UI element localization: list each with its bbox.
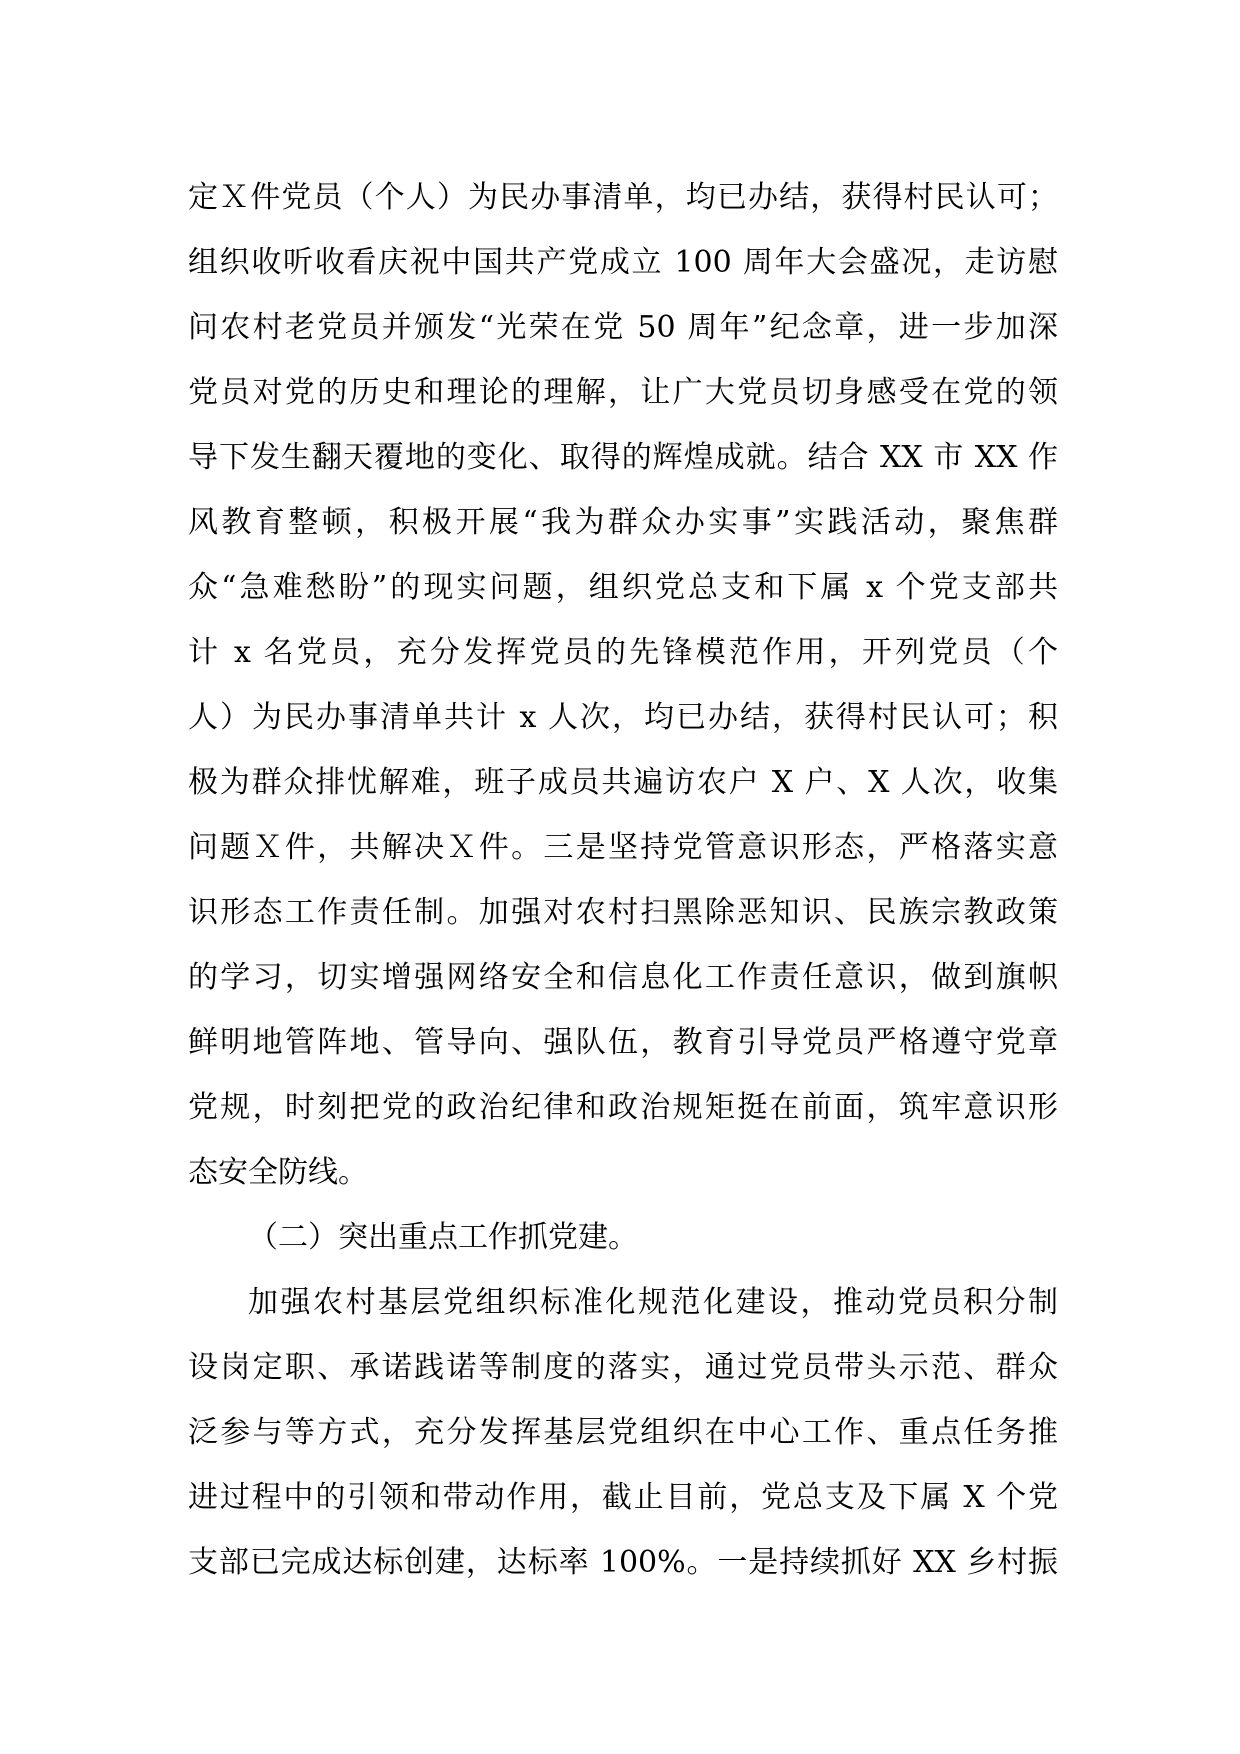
text-line: 党规，时刻把党的政治纪律和政治规矩挺在前面，筑牢意识形 <box>188 1090 1058 1125</box>
text-line: 组织收听收看庆祝中国共产党成立 100 周年大会盛况，走访慰 <box>188 245 1058 280</box>
text-line: 导下发生翻天覆地的变化、取得的辉煌成就。结合 XX 市 XX 作 <box>188 440 1058 475</box>
text-line: 风教育整顿，积极开展“我为群众办实事”实践活动，聚焦群 <box>188 505 1058 540</box>
text-line: 设岗定职、承诺践诺等制度的落实，通过党员带头示范、群众 <box>188 1350 1058 1385</box>
text-line: 的学习，切实增强网络安全和信息化工作责任意识，做到旗帜 <box>188 960 1058 995</box>
text-line: 极为群众排忧解难，班子成员共遍访农户 X 户、X 人次，收集 <box>188 765 1058 800</box>
document-body <box>188 165 1058 1595</box>
paragraph-end-line: 态安全防线。 <box>188 1155 368 1190</box>
text-line: 问农村老党员并颁发“光荣在党 50 周年”纪念章，进一步加深 <box>188 310 1058 345</box>
text-line: 泛参与等方式，充分发挥基层党组织在中心工作、重点任务推 <box>188 1415 1058 1450</box>
text-line: 支部已完成达标创建，达标率 100%。一是持续抓好 XX 乡村振 <box>188 1545 1058 1580</box>
text-line: 党员对党的历史和理论的理解，让广大党员切身感受在党的领 <box>188 375 1058 410</box>
text-line: 进过程中的引领和带动作用，截止目前，党总支及下属 X 个党 <box>188 1480 1058 1515</box>
text-line: 问题Ｘ件，共解决Ｘ件。三是坚持党管意识形态，严格落实意 <box>188 830 1058 865</box>
section-heading: （二）突出重点工作抓党建。 <box>248 1220 638 1255</box>
text-line: 鲜明地管阵地、管导向、强队伍，教育引导党员严格遵守党章 <box>188 1025 1058 1060</box>
text-line: 定Ｘ件党员（个人）为民办事清单，均已办结，获得村民认可； <box>188 180 1058 215</box>
text-line: 人）为民办事清单共计 x 人次，均已办结，获得村民认可；积 <box>188 700 1058 735</box>
text-line: 识形态工作责任制。加强对农村扫黑除恶知识、民族宗教政策 <box>188 895 1058 930</box>
text-line: 众“急难愁盼”的现实问题，组织党总支和下属 x 个党支部共 <box>188 570 1058 605</box>
paragraph-first-line: 加强农村基层党组织标准化规范化建设，推动党员积分制 <box>248 1285 1058 1320</box>
text-line: 计 x 名党员，充分发挥党员的先锋模范作用，开列党员（个 <box>188 635 1058 670</box>
